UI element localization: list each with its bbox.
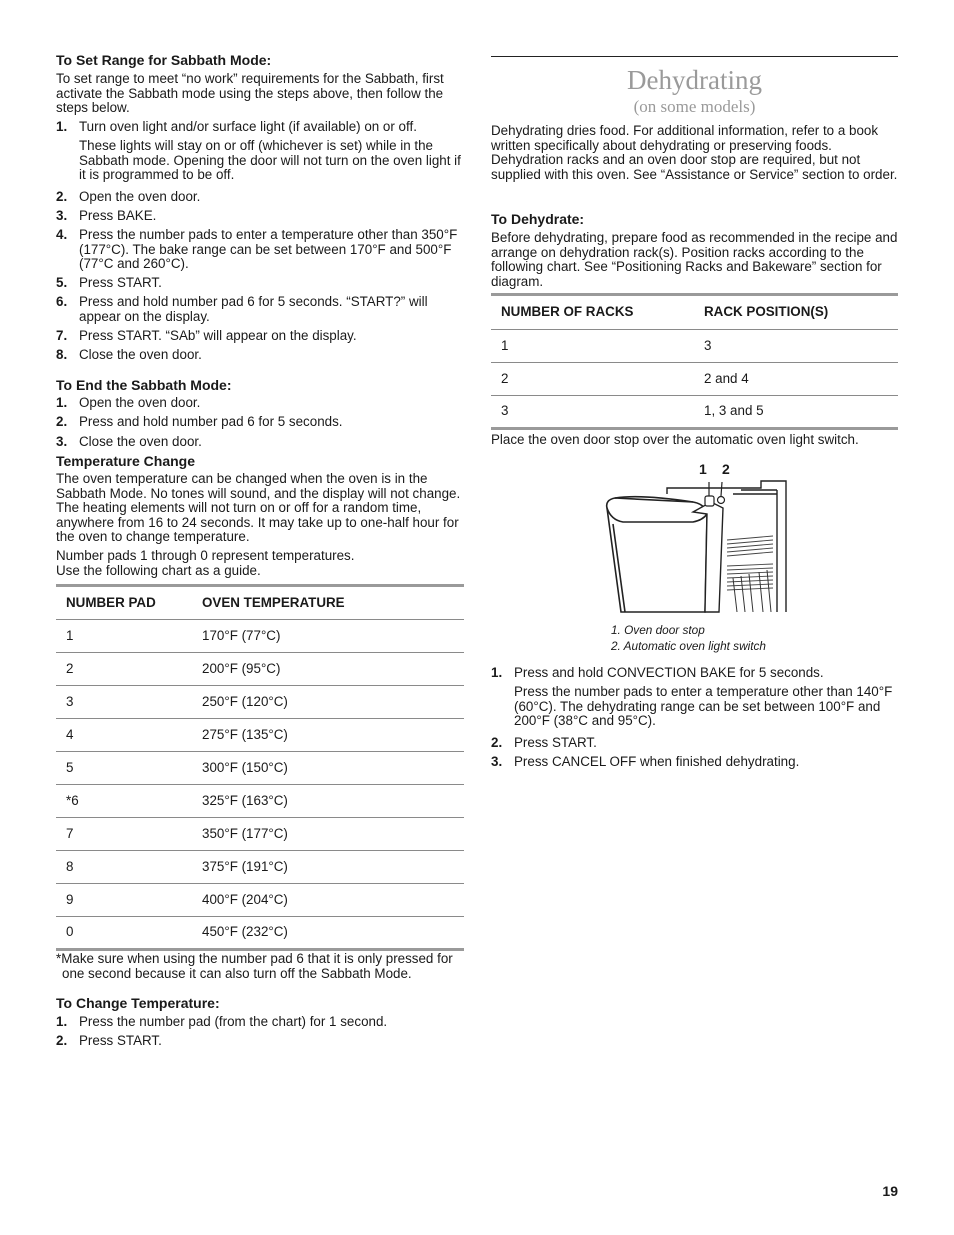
step-text: Press and hold number pad 6 for 5 seconds. “START?” will appear on the display. [79, 294, 428, 324]
diagram-caption-2: 2. Automatic oven light switch [611, 639, 766, 653]
step-number: 2. [56, 414, 68, 429]
table-header-row [491, 295, 898, 330]
table-cell: 5 [66, 759, 74, 775]
table-cell: 400°F (204°C) [202, 891, 288, 907]
change-temp-step-2 [56, 1034, 464, 1049]
end-sabbath-step-1 [56, 396, 464, 411]
sabbath-step-5 [56, 276, 464, 291]
diagram-caption-1: 1. Oven door stop [611, 623, 705, 637]
table-row [56, 884, 464, 917]
table-row [56, 620, 464, 653]
table-row [56, 653, 464, 686]
table-row [491, 363, 898, 396]
end-sabbath-heading: To End the Sabbath Mode: [56, 377, 232, 393]
table-cell: 2 [501, 370, 509, 386]
sabbath-step-7 [56, 329, 464, 344]
table-row [56, 752, 464, 785]
step-number: 7. [56, 328, 68, 343]
change-temperature-heading: To Change Temperature: [56, 995, 220, 1011]
table-cell: *6 [66, 792, 79, 808]
table-cell: 250°F (120°C) [202, 693, 288, 709]
temperature-change-text: The oven temperature can be changed when the oven is in the Sabbath Mode. No tones will sound, and the display will not change. The heating elements will not turn on or off for a random time, anywhere from 16 to 24 seconds. It may take up to one-half hour for the oven to change temperature. [56, 471, 461, 545]
table-cell: 1 [501, 337, 509, 353]
to-dehydrate-heading: To Dehydrate: [491, 211, 585, 227]
step-number: 1. [491, 665, 503, 680]
temperature-change-heading: Temperature Change [56, 453, 195, 469]
table-cell: 3 [501, 403, 509, 419]
step-number: 2. [491, 735, 503, 750]
table-cell: 450°F (232°C) [202, 924, 288, 940]
change-temp-step-1 [56, 1015, 464, 1030]
step-text: Press START. [79, 275, 162, 290]
step-text: Press and hold CONVECTION BAKE for 5 seconds. [514, 665, 824, 680]
step-text: Close the oven door. [79, 347, 202, 362]
table-cell: 3 [66, 693, 74, 709]
oven-door-diagram [601, 478, 791, 614]
end-sabbath-step-3 [56, 435, 464, 450]
table-cell: 2 and 4 [704, 370, 749, 386]
table-cell: 7 [66, 825, 74, 841]
table-row [491, 396, 898, 429]
step-text: Open the oven door. [79, 189, 201, 204]
table-row [56, 818, 464, 851]
table-cell: 1, 3 and 5 [704, 403, 764, 419]
step-text: These lights will stay on or off (whichever is set) while in the Sabbath mode. Opening the door will not turn on the oven light if it is programmed to be off. [79, 138, 461, 183]
door-stop-icon [705, 482, 714, 506]
step-number: 1. [56, 119, 68, 134]
step-number: 3. [56, 208, 68, 223]
chart-guide-text: Use the following chart as a guide. [56, 563, 261, 578]
dehydrating-intro: Dehydrating dries food. For additional information, refer to a book written specifically about dehydrating or preserving foods. Dehydration racks and an oven door stop are required, but not supplied with this oven. See “Assistance or Service” section to order. [491, 123, 898, 182]
sabbath-step-1 [56, 120, 464, 135]
sabbath-step-4 [56, 228, 464, 272]
section-subtitle: (on some models) [633, 97, 756, 116]
table-cell: 200°F (95°C) [202, 660, 281, 676]
end-sabbath-step-2 [56, 415, 464, 430]
step-text: Press START. [79, 1033, 162, 1048]
table-row [56, 917, 464, 950]
table-cell: 350°F (177°C) [202, 825, 288, 841]
step-text: Close the oven door. [79, 434, 202, 449]
sabbath-step-2 [56, 190, 464, 205]
table-row [491, 330, 898, 363]
column-header-rack-positions: RACK POSITION(S) [704, 304, 829, 320]
light-switch-icon [718, 482, 725, 504]
dehydrate-step-2 [491, 736, 898, 751]
sabbath-range-heading: To Set Range for Sabbath Mode: [56, 52, 272, 68]
table-row [56, 686, 464, 719]
door-stop-text: Place the oven door stop over the automatic oven light switch. [491, 432, 859, 447]
step-text: Press CANCEL OFF when finished dehydrating. [514, 754, 800, 769]
step-number: 6. [56, 294, 68, 309]
sabbath-step-6 [56, 295, 464, 324]
table-row [56, 719, 464, 752]
step-text: Press START. “SAb” will appear on the display. [79, 328, 357, 343]
to-dehydrate-text: Before dehydrating, prepare food as recommended in the recipe and arrange on dehydration rack(s). Position racks according to the following chart. See “Positioning Racks and Bakeware” section for diagram. [491, 230, 898, 289]
step-number: 3. [56, 434, 68, 449]
callout-1: 1 [699, 461, 707, 477]
page-number: 19 [882, 1183, 898, 1199]
table-cell: 300°F (150°C) [202, 759, 288, 775]
temperature-table [56, 584, 464, 951]
step-text: Press the number pad (from the chart) for 1 second. [79, 1014, 388, 1029]
step-number: 2. [56, 1033, 68, 1048]
table-cell: 8 [66, 858, 74, 874]
table-cell: 325°F (163°C) [202, 792, 288, 808]
step-text: Press START. [514, 735, 597, 750]
sabbath-step-3 [56, 209, 464, 224]
step-number: 5. [56, 275, 68, 290]
step-number: 1. [56, 395, 68, 410]
step-number: 8. [56, 347, 68, 362]
table-cell: 170°F (77°C) [202, 627, 281, 643]
step-number: 2. [56, 189, 68, 204]
step-text: Turn oven light and/or surface light (if available) on or off. [79, 119, 417, 134]
column-header-oven-temperature: OVEN TEMPERATURE [202, 594, 345, 610]
sabbath-step-1-note [56, 139, 464, 183]
table-cell: 4 [66, 726, 74, 742]
oven-door [607, 497, 707, 612]
step-text: Open the oven door. [79, 395, 201, 410]
table-cell: 1 [66, 627, 74, 643]
dehydrate-step-3 [491, 755, 898, 770]
step-number: 1. [56, 1014, 68, 1029]
number-pads-text: Number pads 1 through 0 represent temperatures. [56, 548, 355, 563]
table-cell: 0 [66, 924, 74, 940]
sabbath-range-intro: To set range to meet “no work” requirements for the Sabbath, first activate the Sabbath mode using the steps above, then follow the steps below. [56, 71, 444, 116]
column-header-number-of-racks: NUMBER OF RACKS [501, 304, 634, 320]
table-row [56, 785, 464, 818]
rack-table [491, 293, 898, 430]
section-rule [491, 56, 898, 57]
step-text: Press BAKE. [79, 208, 157, 223]
step-text: Press the number pads to enter a temperature other than 350°F (177°C). The bake range can be set between 170°F and 500°F (77°C and 260°C). [79, 227, 458, 272]
table-header-row [56, 586, 464, 620]
sabbath-step-8 [56, 348, 464, 363]
callout-2: 2 [722, 461, 730, 477]
table-cell: 275°F (135°C) [202, 726, 288, 742]
footnote: *Make sure when using the number pad 6 that it is only pressed for one second because it can also turn off the Sabbath Mode. [56, 951, 453, 981]
table-cell: 375°F (191°C) [202, 858, 288, 874]
column-header-number-pad: NUMBER PAD [66, 594, 156, 610]
step-number: 4. [56, 227, 68, 242]
step-text: Press and hold number pad 6 for 5 seconds. [79, 414, 343, 429]
table-cell: 2 [66, 660, 74, 676]
table-cell: 3 [704, 337, 712, 353]
table-row [56, 851, 464, 884]
step-number: 3. [491, 754, 503, 769]
step-text: Press the number pads to enter a temperature other than 140°F (60°C). The dehydrating range can be set between 100°F and 200°F (38°C and 95°C). [514, 684, 893, 729]
dehydrate-step-1 [491, 666, 898, 681]
section-title: Dehydrating [627, 65, 762, 95]
table-cell: 9 [66, 891, 74, 907]
dehydrate-step-1-note [491, 685, 898, 729]
